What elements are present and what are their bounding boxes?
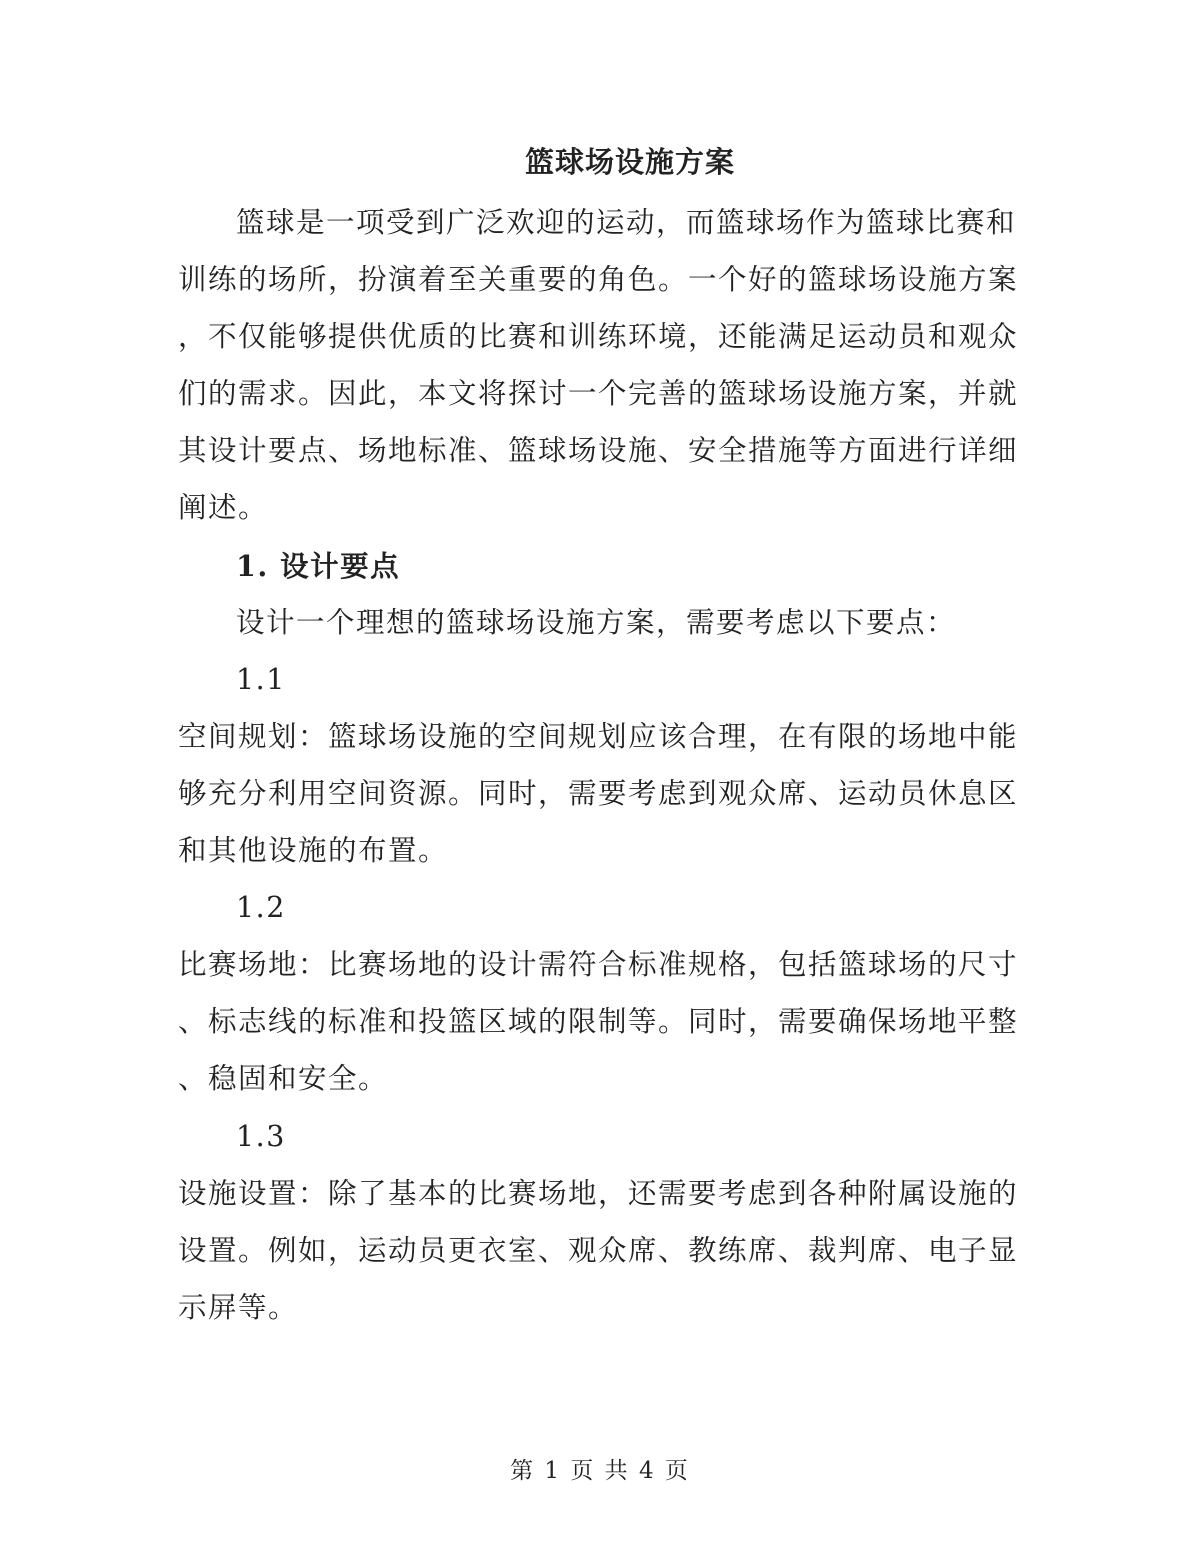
intro-line: 们的需求。因此，本文将探讨一个完善的篮球场设施方案，并就 (178, 377, 1019, 410)
item-text-line: 和其他设施的布置。 (178, 834, 449, 867)
intro-line: 阐述。 (178, 491, 269, 524)
item-text-line: 设施设置：除了基本的比赛场地，还需要考虑到各种附属设施的 (178, 1177, 1019, 1210)
intro-line: 训练的场所，扮演着至关重要的角色。一个好的篮球场设施方案 (178, 263, 1019, 296)
document-title: 篮球场设施方案 (524, 145, 735, 179)
item-text-line: 够充分利用空间资源。同时，需要考虑到观众席、运动员休息区 (178, 777, 1019, 810)
item-text-line: 比赛场地：比赛场地的设计需符合标准规格，包括篮球场的尺寸 (178, 948, 1019, 981)
item-number: 1.1 (236, 663, 286, 696)
item-text-line: 、稳固和安全。 (178, 1062, 389, 1095)
item-number: 1.2 (236, 891, 286, 924)
item-text-line: 设置。例如，运动员更衣室、观众席、教练席、裁判席、电子显 (178, 1234, 1019, 1267)
section-lead: 设计一个理想的篮球场设施方案，需要考虑以下要点： (236, 606, 957, 639)
intro-line: 篮球是一项受到广泛欢迎的运动，而篮球场作为篮球比赛和 (236, 206, 1017, 239)
page-number-footer: 第 1 页 共 4 页 (510, 1458, 690, 1484)
item-text-line: 示屏等。 (178, 1291, 299, 1324)
intro-line: 其设计要点、场地标准、篮球场设施、安全措施等方面进行详细 (178, 434, 1019, 467)
intro-line: ，不仅能够提供优质的比赛和训练环境，还能满足运动员和观众 (178, 320, 1019, 353)
item-text-line: 、标志线的标准和投篮区域的限制等。同时，需要确保场地平整 (178, 1005, 1019, 1038)
item-text-line: 空间规划：篮球场设施的空间规划应该合理，在有限的场地中能 (178, 720, 1019, 753)
item-number: 1.3 (236, 1120, 286, 1153)
section-heading: 1. 设计要点 (236, 549, 401, 583)
